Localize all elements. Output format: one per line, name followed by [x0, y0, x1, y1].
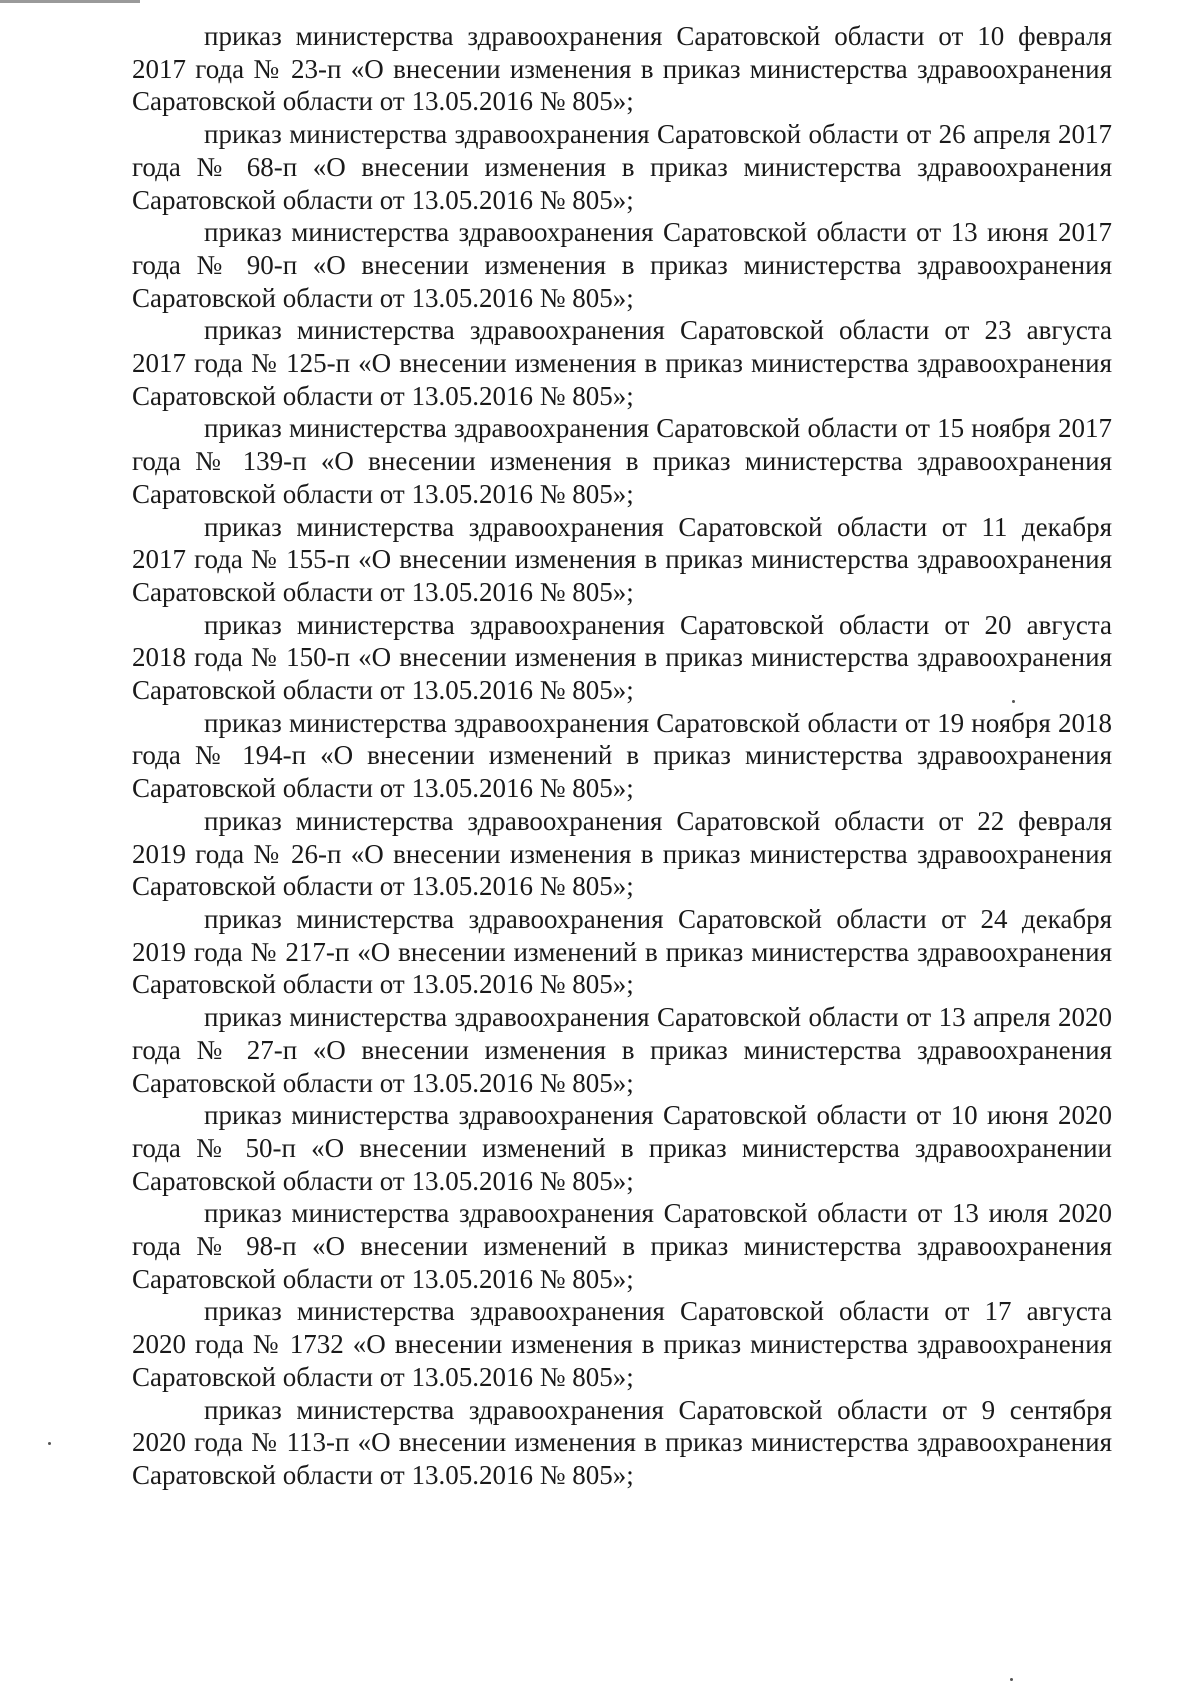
scan-speck — [1010, 1678, 1013, 1681]
order-entry: приказ министерства здравоохранения Саратовской области от 15 ноября 2017 года № 139-п «О внесении изменения в приказ министерства здравоохранения Саратовской области от 13.05.2016 № 805»; — [132, 413, 1112, 509]
order-entry: приказ министерства здравоохранения Саратовской области от 10 февраля 2017 года № 23-п «О внесении изменения в приказ министерства здравоохранения Саратовской области от 13.05.2016 № 805»; — [132, 21, 1112, 117]
order-entry: приказ министерства здравоохранения Саратовской области от 13 апреля 2020 года № 27-п «О внесении изменения в приказ министерства здравоохранения Саратовской области от 13.05.2016 № 805»; — [132, 1002, 1112, 1098]
scan-speck — [1012, 700, 1015, 703]
order-entry: приказ министерства здравоохранения Саратовской области от 17 августа 2020 года № 1732 «О внесении изменения в приказ министерства здравоохранения Саратовской области от 13.05.2016 № 805»; — [132, 1296, 1112, 1392]
order-entry: приказ министерства здравоохранения Саратовской области от 26 апреля 2017 года № 68-п «О внесении изменения в приказ министерства здравоохранения Саратовской области от 13.05.2016 № 805»; — [132, 119, 1112, 215]
order-entry: приказ министерства здравоохранения Саратовской области от 13 июня 2017 года № 90-п «О внесении изменения в приказ министерства здравоохранения Саратовской области от 13.05.2016 № 805»; — [132, 217, 1112, 313]
scan-speck — [48, 1442, 51, 1445]
order-entry: приказ министерства здравоохранения Саратовской области от 11 декабря 2017 года № 155-п «О внесении изменения в приказ министерства здравоохранения Саратовской области от 13.05.2016 № 805»; — [132, 511, 1112, 607]
order-entry: приказ министерства здравоохранения Саратовской области от 10 июня 2020 года № 50-п «О внесении изменений в приказ министерства здравоохранении Саратовской области от 13.05.2016 № 805»; — [132, 1100, 1112, 1196]
order-entry: приказ министерства здравоохранения Саратовской области от 13 июля 2020 года № 98-п «О внесении изменений в приказ министерства здравоохранения Саратовской области от 13.05.2016 № 805»; — [132, 1198, 1112, 1294]
order-entry: приказ министерства здравоохранения Саратовской области от 24 декабря 2019 года № 217-п «О внесении изменений в приказ министерства здравоохранения Саратовской области от 13.05.2016 № 805»; — [132, 903, 1112, 1000]
scan-edge-mark — [0, 0, 140, 3]
order-entry: приказ министерства здравоохранения Саратовской области от 22 февраля 2019 года № 26-п «О внесении изменения в приказ министерства здравоохранения Саратовской области от 13.05.2016 № 805»; — [132, 805, 1112, 902]
order-entry: приказ министерства здравоохранения Саратовской области от 9 сентября 2020 года № 113-п «О внесении изменения в приказ министерства здравоохранения Саратовской области от 13.05.2016 № 805»; — [132, 1394, 1112, 1490]
order-entry: приказ министерства здравоохранения Саратовской области от 23 августа 2017 года № 125-п «О внесении изменения в приказ министерства здравоохранения Саратовской области от 13.05.2016 № 805»; — [132, 315, 1112, 411]
document-page — [132, 20, 1112, 1492]
order-entry: приказ министерства здравоохранения Саратовской области от 19 ноября 2018 года № 194-п «О внесении изменений в приказ министерства здравоохранения Саратовской области от 13.05.2016 № 805»; — [132, 707, 1112, 804]
order-entry: приказ министерства здравоохранения Саратовской области от 20 августа 2018 года № 150-п «О внесении изменения в приказ министерства здравоохранения Саратовской области от 13.05.2016 № 805»; — [132, 609, 1112, 706]
